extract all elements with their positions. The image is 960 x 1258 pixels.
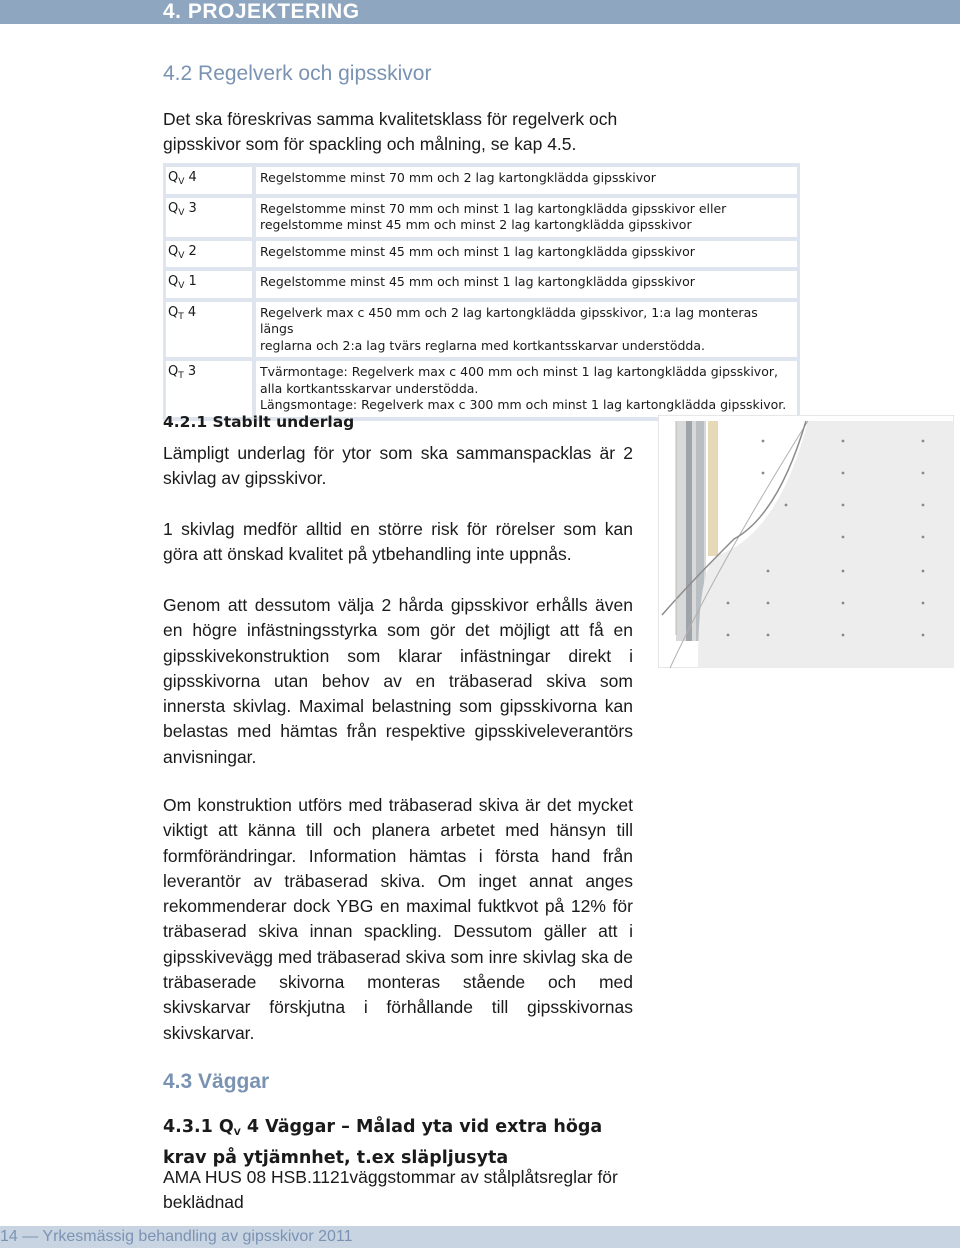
quality-class: $Q_V$ 2 bbox=[166, 241, 252, 268]
description-line: Längsmontage: Regelverk max c 300 mm och minst 1 lag kartongklädda gipsskivor. bbox=[260, 397, 787, 412]
section-intro: Det ska föreskrivas samma kvalitetsklass för regelverk och gipsskivor som för spackling och målning, se kap 4.5. bbox=[163, 109, 618, 154]
quality-description bbox=[256, 271, 797, 298]
paragraph: Genom att dessutom välja 2 hårda gipsskivor erhålls även en högre infästningsstyrka som gör det möjligt att få en gipsskivekonstruktion som klarar infästningar direkt i gipsskivorna utan behov av en träbaserad skiva som innersta skivlag. Maximal belastning som gipsskivorna kan belastas med hämtas från respektive gipsskiveleverantörs anvisningar. bbox=[163, 595, 633, 767]
quality-row bbox=[166, 271, 797, 298]
quality-class: $Q_V$ 4 bbox=[166, 167, 252, 194]
quality-class: $Q_T$ 3 bbox=[166, 361, 252, 417]
footer-text: 14 — Yrkesmässig behandling av gipsskivor 2011 bbox=[0, 1228, 353, 1245]
subsection-title-walls: 4.3.1 $Q_V$ 4 Väggar – Målad yta vid extra höga krav på ytjämnhet, t.ex släpljusyta bbox=[163, 1117, 603, 1168]
quality-description bbox=[256, 241, 797, 268]
paragraph: Om konstruktion utförs med träbaserad skiva är det mycket viktigt att känna till och planera arbetet med hänsyn till formförändringar. Information hämtas i första hand från leverantör av träbaserad skiva. Om inget annat anges rekommenderar dock YBG en maximal fuktkvot på 12% för träbaserad skiva innan spackling. Dessutom gäller att i gipsskivevägg med träbaserad skiva som inre skivlag ska de träbaserade skivorna monteras stående och med skivskarvar förskjutna i förhållande till gipsskivornas skivskarvar. bbox=[163, 795, 633, 1043]
quality-description bbox=[256, 198, 797, 237]
description-line: regelstomme minst 45 mm och minst 2 lag kartongklädda gipsskivor bbox=[260, 217, 692, 232]
description-line: Regelstomme minst 70 mm och 2 lag kartongklädda gipsskivor bbox=[260, 170, 656, 185]
quality-row bbox=[166, 241, 797, 268]
quality-class: $Q_V$ 3 bbox=[166, 198, 252, 237]
quality-table bbox=[163, 163, 800, 421]
description-line: reglarna och 2:a lag tvärs reglarna med kortkantsskarvar understödda. bbox=[260, 337, 705, 353]
quality-row bbox=[166, 361, 797, 417]
quality-description bbox=[256, 361, 797, 417]
chapter-title: 4. PROJEKTERING bbox=[163, 0, 360, 23]
wall-illustration bbox=[658, 415, 954, 668]
section-title: 4.2 Regelverk och gipsskivor bbox=[163, 62, 432, 85]
description-line: Regelstomme minst 70 mm och minst 1 lag kartongklädda gipsskivor eller bbox=[260, 200, 727, 216]
quality-row bbox=[166, 167, 797, 194]
quality-class: $Q_T$ 4 bbox=[166, 302, 252, 358]
quality-description bbox=[256, 167, 797, 194]
description-line: Regelstomme minst 45 mm och minst 1 lag kartongklädda gipsskivor bbox=[260, 274, 695, 289]
quality-row bbox=[166, 198, 797, 237]
header-band bbox=[0, 0, 960, 24]
quality-class: $Q_V$ 1 bbox=[166, 271, 252, 298]
quality-row bbox=[166, 302, 797, 358]
paragraph: Lämpligt underlag för ytor som ska sammanspacklas är 2 skivlag av gipsskivor. bbox=[163, 443, 633, 489]
subsection-title: 4.2.1 Stabilt underlag bbox=[163, 413, 355, 431]
description-line: Regelverk max c 450 mm och 2 lag kartongklädda gipsskivor, 1:a lag monteras längs bbox=[260, 304, 758, 336]
description-line: Regelstomme minst 45 mm och minst 1 lag kartongklädda gipsskivor bbox=[260, 243, 695, 259]
quality-description bbox=[256, 302, 797, 358]
description-line: alla kortkantsskarvar understödda. bbox=[260, 380, 479, 396]
section-title-walls: 4.3 Väggar bbox=[163, 1070, 270, 1093]
ama-reference: AMA HUS 08 HSB.1121väggstommar av stålplåtsreglar för beklädnad bbox=[163, 1167, 618, 1212]
description-line: Tvärmontage: Regelverk max c 400 mm och minst 1 lag kartongklädda gipsskivor, bbox=[260, 364, 778, 379]
paragraph: 1 skivlag medför alltid en större risk för rörelser som kan göra att önskad kvalitet på ytbehandling inte uppnås. bbox=[163, 519, 633, 565]
